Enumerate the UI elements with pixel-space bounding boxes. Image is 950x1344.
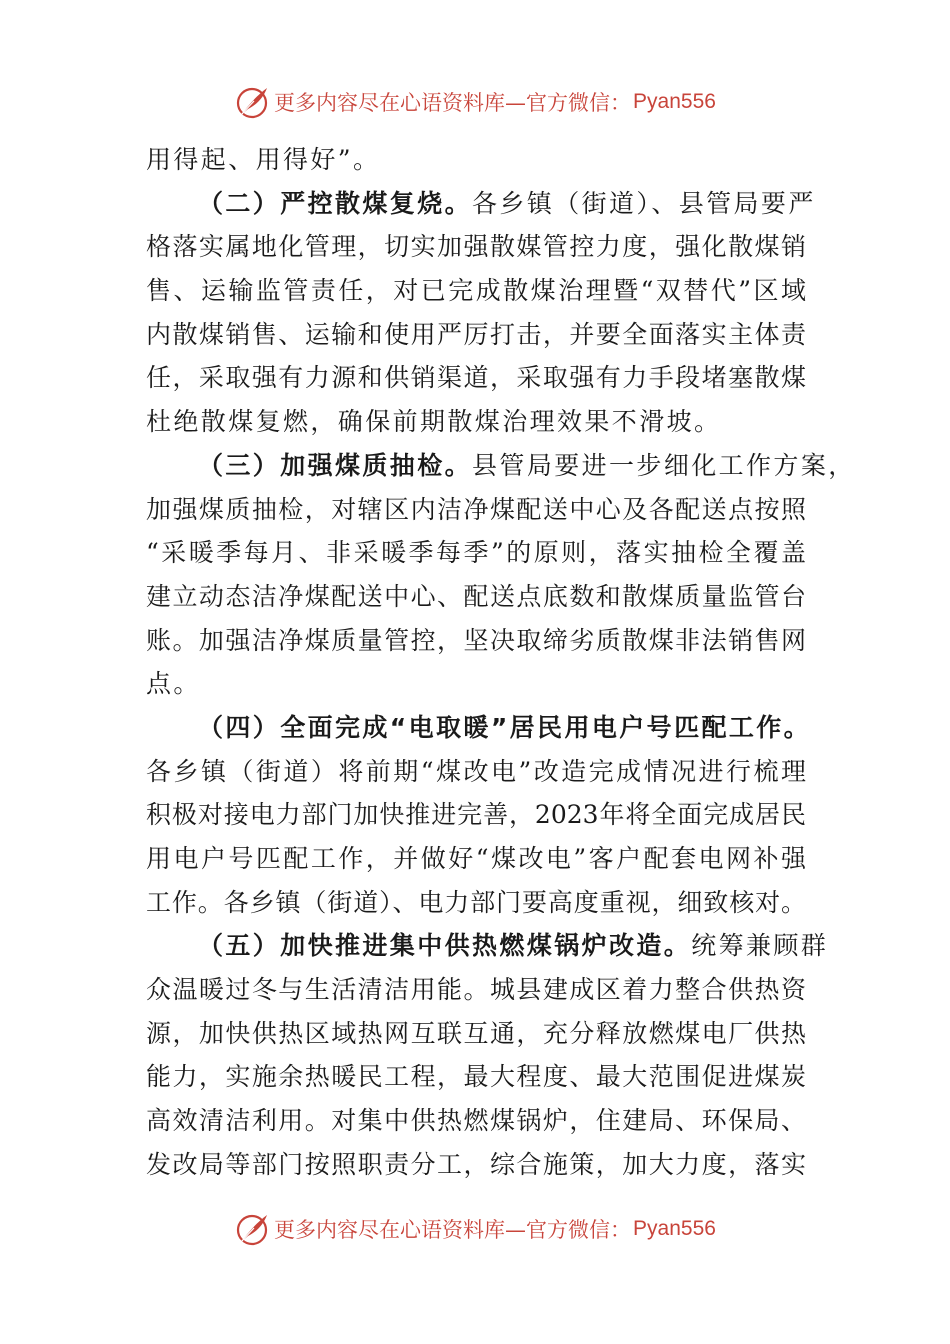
section-heading: （四）全面完成“电取暖”居民用电户号匹配工作。: [198, 712, 812, 742]
text-line: [146, 706, 812, 750]
watermark-wechat-id: Pyan556: [633, 90, 716, 113]
text-line: 点。: [146, 669, 201, 699]
watermark-text: 更多内容尽在心语资料库—官方微信：: [274, 91, 632, 115]
text-line: 建立动态洁净煤配送中心、配送点底数和散煤质量监管台: [146, 581, 806, 611]
text-line: 杜绝散煤复燃，确保前期散煤治理效果不滑坡。: [146, 407, 722, 437]
text-line: 发改局等部门按照职责分工，综合施策，加大力度，落实: [146, 1149, 806, 1179]
watermark-wechat-id: Pyan556: [633, 1217, 716, 1240]
text-line: 任，采取强有力源和供销渠道，采取强有力手段堵塞散煤: [146, 363, 806, 393]
section-heading: （三）加强煤质抽检。: [198, 450, 473, 480]
text-line: 工作。各乡镇（街道）、电力部门要高度重视，细致核对。: [146, 887, 806, 917]
section-heading: （五）加快推进集中供热燃煤锅炉改造。: [198, 931, 692, 961]
text-line: 源，加快供热区域热网互联互通，充分释放燃煤电厂供热: [146, 1018, 806, 1048]
text-line: 各乡镇（街道）将前期“煤改电”改造完成情况进行梳理: [146, 756, 806, 786]
text-line: 积极对接电力部门加快推进完善，2023年将全面完成居民: [146, 800, 806, 830]
text-line: （五）加快推进集中供热燃煤锅炉改造。统筹兼顾群: [198, 931, 829, 961]
text-line: 众温暖过冬与生活清洁用能。城县建成区着力整合供热资: [146, 975, 806, 1005]
footer-watermark: [0, 1209, 950, 1249]
text-line: 用得起、用得好”。: [146, 145, 381, 174]
text-line: “采暖季每月、非采暖季每季”的原则，落实抽检全覆盖: [146, 538, 806, 568]
text-line: （三）加强煤质抽检。县管局要进一步细化工作方案，: [198, 450, 856, 480]
text-line: 内散煤销售、运输和使用严厉打击，并要全面落实主体责: [146, 319, 806, 349]
feather-pen-logo-icon: [234, 1211, 270, 1247]
text-line: 格落实属地化管理，切实加强散媒管控力度，强化散煤销: [146, 232, 806, 262]
text-line: 高效清洁利用。对集中供热燃煤锅炉，住建局、环保局、: [146, 1106, 806, 1136]
header-watermark: [0, 82, 950, 122]
feather-pen-logo-icon: [234, 84, 270, 120]
section-heading: （二）严控散煤复烧。: [198, 188, 473, 218]
text-line: 能力，实施余热暖民工程，最大程度、最大范围促进煤炭: [146, 1062, 806, 1092]
text-line: 售、运输监管责任，对已完成散煤治理暨“双替代”区域: [146, 276, 806, 306]
document-body: [146, 138, 856, 1187]
text-line: 用电户号匹配工作，并做好“煤改电”客户配套电网补强: [146, 844, 806, 873]
text-line: （二）严控散煤复烧。各乡镇（街道）、县管局要严: [198, 188, 816, 218]
text-line: 加强煤质抽检，对辖区内洁净煤配送中心及各配送点按照: [146, 494, 806, 524]
watermark-text: 更多内容尽在心语资料库—官方微信：: [274, 1218, 632, 1242]
text-line: 账。加强洁净煤质量管控，坚决取缔劣质散煤非法销售网: [146, 625, 806, 655]
